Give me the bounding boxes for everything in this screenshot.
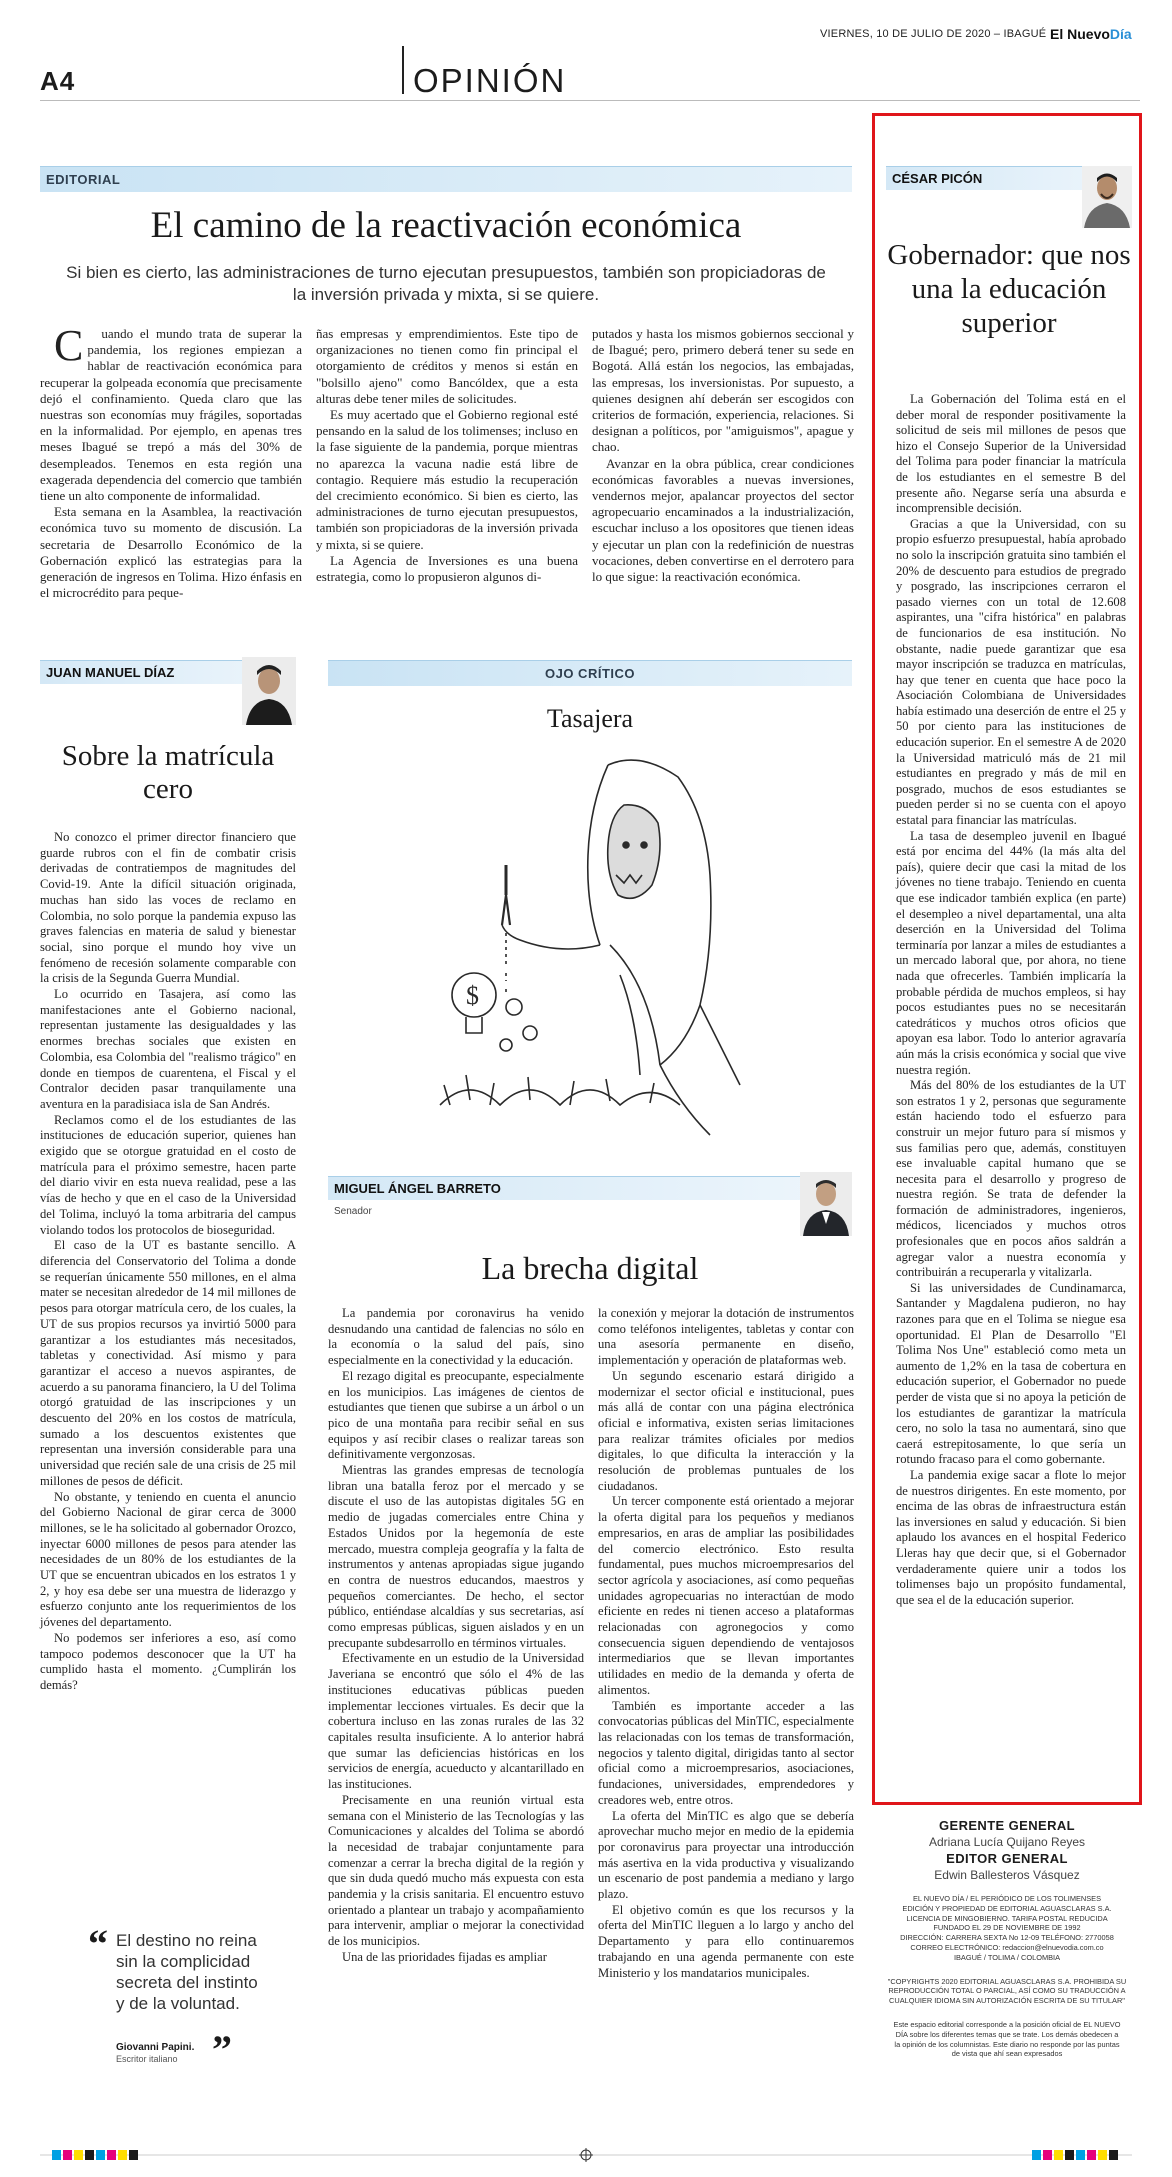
barreto-role: Senador — [334, 1206, 372, 1217]
staff-box — [872, 1818, 1142, 2059]
masthead-logo[interactable] — [1050, 26, 1132, 42]
picon-paragraph: La tasa de desempleo juvenil en Ibagué está por encima del 44% (la más alta del país), quiere decir que casi la mitad de los jóvenes no tiene trabajo. Teniendo en cuenta que ese indicador también explica (en parte) el desempleo a nivel departamental, una alta deserción en la Universidad del Tolima terminaría por lanzar a miles de estudiantes a un mercado laboral que, por ahora, no tiene nada que ofrecerles. También implicaría la probable pérdida de muchos empleos, si hay pocos estudiantes pues no se necesitarán catedráticos y muchos otros oficios que apoyan esa labor. Todo lo anterior agravaría aún más la crisis económica y social que vive nuestra región. — [896, 828, 1126, 1077]
barreto-avatar — [800, 1172, 852, 1236]
svg-text:$: $ — [466, 981, 479, 1010]
barreto-paragraph: Un tercer componente está orientado a mejorar la oferta digital para los pequeños y medianos empresarios, en aras de ampliar las posibilidades del comercio electrónico. Esto resulta fundamental, pues muchos microempresarios del sector agrícola y asociaciones, así como pequeñas unidades agropecuarias no interactúan de modo eficiente en redes ni tienen acceso a plataformas relacionadas con agronegocios y como consecuencia siguen dependiendo de ventajosos intermediarios que se llevan importantes utilidades en medio de la demanda y oferta de alimentos. — [598, 1494, 854, 1697]
diaz-paragraph: No conozco el primer director financiero que guarde rubros con el fin de combatir crisis derivadas de contratiempos de magnitudes del Covid-19. Ante la difícil situación originada, muchas han sido las voces de reclamo en Colombia, no solo porque la pandemia expuso las graves falencias en materia de salud y bienestar social, sino porque el mundo hoy vive un fenómeno de recesión solamente comparable con la crisis de la Segunda Guerra Mundial. — [40, 830, 296, 986]
editorial-paragraph: putados y hasta los mismos gobiernos seccional y de Ibagué; pero, primero deberá tener su sede en Bogotá. Allá están los negocios, las embajadas, las empresas, los inversionistas. Por supuesto, a quienes designen ahí deberán ser escogidos con criterios de formación, experiencia, relaciones. Si designan a políticos, por "amiguismos", apague y chao. — [592, 326, 854, 455]
disclaimer — [872, 2020, 1142, 2059]
editorial-column-3 — [592, 326, 854, 585]
editorial-label-bar — [40, 166, 852, 192]
editorial-paragraph: Es muy acertado que el Gobierno regional esté pensando en la salud de los tolimenses; incluso en la fase siguiente de la pandemia, porque mientras no aparezca la vacuna nadie está libre de contagio. Requiere más estudio la recuperación del crecimiento económico. Si bien es cierto, las administraciones de turno ejecutan presupuestos, también son propiciadoras de la inversión privada y mixta, si se quiere. — [316, 407, 578, 552]
legal-line: DIRECCIÓN: CARRERA SEXTA No 12-09 TELÉFONO: 2770058 — [900, 1933, 1114, 1943]
editor-label: EDITOR GENERAL — [946, 1851, 1068, 1866]
editorial-column-2 — [316, 326, 578, 585]
legal-line: EL NUEVO DÍA / EL PERIÓDICO DE LOS TOLIMENSES — [912, 1894, 1102, 1903]
picon-author: CÉSAR PICÓN — [892, 171, 983, 186]
cartoon-title: Tasajera — [546, 704, 634, 733]
disclaimer-line: DÍA sobre los diferentes temas que se trate. Los demás obedecen a — [895, 2029, 1119, 2039]
editorial-headline: El camino de la reactivación económica — [150, 205, 742, 246]
cartoon-label-bar — [328, 660, 852, 686]
diaz-paragraph: El caso de la UT es bastante sencillo. A diferencia del Conservatorio del Tolima a donde se requerían únicamente 550 millones, en el alma mater se necesitan alrededor de 14 mil millones de pesos para otorgar matrícula cero, de los cuales, la UT de sus propios recursos ya invirtió 5000 para garantizar a los estudiantes más necesitados, tabletas y conectividad. Así mismo y para garantizar el acceso a nuevos aspirantes, de acuerdo a su panorama financiero, la U del Tolima otorgó gratuidad de las inscripciones y un descuento del 20% en los costos de matrícula, sumado a los descuentos existentes que representan una inversión considerable para una universidad que recién sale de una crisis de 25 mil millones de pesos de déficit. — [40, 1238, 296, 1488]
quote-open-mark: “ — [88, 1921, 108, 1966]
disclaimer-line: Este espacio editorial corresponde a la posición oficial de EL NUEVO — [893, 2019, 1121, 2029]
color-swatch — [1087, 2150, 1096, 2160]
cartoon-label: OJO CRÍTICO — [544, 666, 635, 681]
color-swatch — [1098, 2150, 1107, 2160]
barreto-paragraph: El objetivo común es que los recursos y la oferta del MinTIC lleguen a lo largo y ancho del Departamento y para ello continuaremos trabajando en una agenda permanente con este Ministerio y los mandatarios municipales. — [598, 1902, 854, 1980]
copyright-line: "COPYRIGHTS 2020 EDITORIAL AGUASCLARAS S.A. PROHIBIDA SU — [887, 1976, 1127, 1986]
legal-line: IBAGUÉ / TOLIMA / COLOMBIA — [953, 1952, 1061, 1962]
legal-line: LICENCIA DE MINGOBIERNO. TARIFA POSTAL REDUCIDA — [906, 1913, 1108, 1923]
diaz-paragraph: No obstante, y teniendo en cuenta el anuncio del Gobierno Nacional de girar cerca de 3000 millones, se le ha solicitado al gobernador Orozco, inyectar 6000 millones de pesos para atender las necesidades de un 80% de los estudiantes de la UT que se encuentran ubicados en los estratos 1 y 2, y hoy esa debe ser una muestra de liderazgo y esfuerzo conjunto ante los requerimientos de los jóvenes del departamento. — [40, 1489, 296, 1630]
picon-paragraph: La pandemia exige sacar a flote lo mejor de nuestros dirigentes. En este momento, por encima de las obras de infraestructura están las inversiones en salud y educación. Si bien aplaudo los avances en el hospital Federico Lleras hay que decir que, si el Gobernador verdaderamente quiere unir a todos los tolimenses bajo un propósito fundamental, que sea el de la educación superior. — [896, 1467, 1126, 1607]
barreto-paragraph: También es importante acceder a las convocatorias públicas del MinTIC, especialmente las relacionadas con los temas de transformación, negocios y talento digital, dirigidas tanto al sector oficial como a microempresarios, asociaciones, fundaciones, universidades, emprendedores y creadores web, entre otros. — [598, 1698, 854, 1807]
barreto-paragraph: La pandemia por coronavirus ha venido desnudando una cantidad de falencias no sólo en la economía o la salud del país, sino especialmente en la conectividad y la educación. — [328, 1306, 584, 1368]
quote-text: El destino no reina sin la complicidad secreta del instinto y de la voluntad. — [116, 1931, 258, 2013]
person-photo-icon — [800, 1172, 852, 1236]
editorial-label: EDITORIAL — [46, 172, 121, 187]
barreto-paragraph: Una de las prioridades fijadas es ampliar — [342, 1949, 547, 1964]
copyright-line: REPRODUCCIÓN TOTAL O PARCIAL, ASÍ COMO SU TRADUCCIÓN A — [888, 1986, 1126, 1996]
barreto-headline: La brecha digital — [481, 1250, 699, 1286]
dateline: VIERNES, 10 DE JULIO DE 2020 – IBAGUÉ — [820, 28, 1047, 40]
barreto-column-1 — [328, 1306, 584, 1966]
person-photo-icon — [242, 657, 296, 725]
disclaimer-line: de vista que ahí sean expresados — [951, 2049, 1063, 2059]
page-number: A4 — [40, 66, 76, 96]
legal-info — [872, 1894, 1142, 1963]
color-swatch — [1065, 2150, 1074, 2160]
gm-label: GERENTE GENERAL — [938, 1818, 1075, 1833]
header-rule — [40, 100, 1140, 101]
picon-paragraph: Gracias a que la Universidad, con su propio esfuerzo presupuestal, había aprobado no solo la inscripción gratuita sino también el 20% de descuento para estudios de pregrado y posgrado, las inscripciones cerraron el pasado viernes con un total de 12.608 aspirantes, una "cifra histórica" en palabras de funcionarios de esa institución. No obstante, nadie puede garantizar que esa mayor inscripción se traduzca en matrículas, hay que tener en cuenta que hace poco la Asociación Colombiana de Universidades había estimado una deserción de entre el 25 y 50 por ciento para las instituciones de educación superior. En el semestre A de 2020 la Universidad matriculó más de 21 mil estudiantes en pregrado y más de mil en posgrado, muchos de esos estudiantes se pueden perder si no se cuenta con el apoyo estatal para financiar las matrículas. — [896, 516, 1126, 828]
barreto-paragraph: la conexión y mejorar la dotación de instrumentos como teléfonos inteligentes, tabletas y contar con una asesoría permanente en diseño, implementación y operación de plataformas web. — [598, 1306, 854, 1368]
barreto-author: MIGUEL ÁNGEL BARRETO — [334, 1181, 501, 1196]
legal-line[interactable]: CORREO ELECTRÓNICO: redaccion@elnuevodia.com.co — [910, 1942, 1104, 1952]
color-swatch — [96, 2150, 105, 2160]
section-title: OPINIÓN — [413, 62, 567, 99]
editorial-deck: Si bien es cierto, las administraciones de turno ejecutan presupuestos, también son propiciadoras de la inversión privada y mixta, si se quiere. — [66, 263, 826, 304]
color-swatch — [52, 2150, 61, 2160]
color-swatch — [1076, 2150, 1085, 2160]
color-swatch — [74, 2150, 83, 2160]
diaz-avatar — [242, 657, 296, 725]
logo-prefix: El Nuevo — [1050, 26, 1110, 42]
editor-name: Edwin Ballesteros Vásquez — [934, 1868, 1080, 1882]
color-swatch — [1109, 2150, 1118, 2160]
pull-quote — [80, 1921, 280, 2080]
logo-accent: Día — [1109, 26, 1132, 42]
highlight-frame — [872, 113, 1142, 1805]
barreto-paragraph: Un segundo escenario estará dirigido a modernizar el sector oficial e institucional, pues más allá de contar con una página electrónica oficial e informativa, existen serias limitaciones para realizar trámites oficiales por medios digitales, lo que dificulta la interacción y la resolución de problemas puntuales de los ciudadanos. — [598, 1368, 854, 1493]
diaz-headline: Sobre la matrícula cero — [61, 740, 275, 805]
cartoon-drawing-icon — [410, 745, 760, 1145]
editorial-column-1 — [40, 321, 302, 601]
color-swatch — [63, 2150, 72, 2160]
picon-paragraph: Más del 80% de los estudiantes de la UT son estratos 1 y 2, personas que seguramente están haciendo todo el esfuerzo para construir un mejor futuro para sí mismos y sus familias pero que, además, constituyen ese invaluable capital humano que se necesita para el desarrollo y progreso de nuestra región. Se trata de defender la formación de administradores, ingenieros, médicos, licenciados y muchos otros profesionales que en pocos años saldrán a agregar valor a nuestra economía y contribuirán a recuperarla y vitalizarla. — [896, 1078, 1126, 1280]
editorial-paragraph: ñas empresas y emprendimientos. Este tipo de organizaciones no tienen como fin principal el otorgamiento de créditos y menos si están en "bolsillo ajeno" como Bancóldex, que a esta alturas debe tener miles de solicitudes. — [316, 326, 578, 406]
color-swatch — [107, 2150, 116, 2160]
barreto-paragraph: Precisamente en una reunión virtual esta semana con el Ministerio de las Tecnologías y las Comunicaciones y alcaldes del Tolima se abordó la necesidad de trabajar conjuntamente para comenzar a cerrar la brecha digital de la región y que sin duda quedó mucho más expuesta con esta pandemia y la crisis sanitaria. El encuentro estuvo orientado a plantear un trabajo y acompañamiento para intervenir, ampliar o mejorar la conectividad de los municipios. — [328, 1792, 584, 1949]
color-swatch — [1054, 2150, 1063, 2160]
editorial-paragraph: Avanzar en la obra pública, crear condiciones económicas favorables a nuevas inversiones, vendernos mejor, apalancar proyectos del sector agropecuario encaminados a la industrialización, escuchar incluso a los opositores que tienen ideas y ejecutar un plan con la redefinición de nuestras vocaciones, deben convertirse en el derrotero para lo que sigue: la reactivación económica. — [592, 455, 854, 585]
barreto-paragraph: El rezago digital es preocupante, especialmente en los municipios. Las imágenes de cientos de estudiantes que tienen que subirse a un árbol o un pico de una montaña para recibir señal en sus equipos y así recibir clases o realizar tareas son definitivamente vergonzosas. — [328, 1368, 584, 1462]
gm-name: Adriana Lucía Quijano Reyes — [928, 1835, 1086, 1849]
copyright-line: CUALQUIER IDIOMA SIN AUTORIZACIÓN ESCRITA DE SU TITULAR" — [889, 1996, 1125, 2006]
quote-role: Escritor italiano — [116, 2054, 178, 2064]
cartoon-illustration — [410, 745, 760, 1145]
copyright-notice — [872, 1977, 1142, 2006]
diaz-author: JUAN MANUEL DÍAZ — [46, 665, 175, 680]
legal-line: FUNDADO EL 29 DE NOVIEMBRE DE 1992 — [933, 1923, 1081, 1933]
quote-close-mark: ” — [212, 2027, 232, 2072]
diaz-paragraph: Reclamos como el de los estudiantes de las instituciones de educación superior, quienes han exigido que se otorgue gratuidad en el costo de matrícula para el próximo semestre, hacen parte del diario vivir en esta nueva realidad, pese a las vías de hecho y que en el caso de la Universidad del Tolima, incluyó la toma arbitraria del campus violando todos los protocolos de bioseguridad. — [40, 1112, 296, 1237]
quote-author: Giovanni Papini. — [116, 2042, 195, 2053]
barreto-paragraph: Mientras las grandes empresas de tecnología libran una batalla feroz por el mercado y se discute el uso de las autopistas digitales 5G en medio de jugadas comerciales entre China y Estados Unidos por la hegemonía de este mercado, muestra compleja geografía y la falta de instrumentos y antenas apropiadas sigue jugando en contra de nuestros educandos, maestros y pequeños comerciantes. De hecho, el sector público, entiéndase alcaldías y sus secretarias, así como empresas públicas, siguen aislados y en un precupante subdesarrollo en términos virtuales. — [328, 1463, 584, 1650]
editorial-paragraph: Esta semana en la Asamblea, la reactivación económica tuvo su momento de discusión. La secretaria de Desarrollo Económico de la Gobernación explicó las estrategias para la generación de ingresos en Tolima. Hizo énfasis en el microcrédito para peque- — [40, 504, 302, 601]
editorial-paragraph: La Agencia de Inversiones es una buena estrategia, como lo propusieron algunos di- — [316, 552, 578, 585]
picon-paragraph: Si las universidades de Cundinamarca, Santander y Magdalena pudieron, no hay razones para que en el Tolima se niegue esa oportunidad. El Plan de Desarrollo "El Tolima Nos Une" estableció como meta un aumento de 1,2% en la tasa de cobertura en educación superior, el Gobernador no puede perder de vista que si no apoya la petición de los estudiantes de garantizar la matrícula cero, no solo la tasa no aumentará, sino que caerá estrepitosamente, lo que sería un rotundo fracaso para el como gobernante. — [896, 1280, 1126, 1467]
picon-headline: Gobernador: que nos una la educación superior — [887, 239, 1131, 339]
barreto-column-2 — [598, 1306, 854, 1981]
diaz-body — [40, 830, 296, 1694]
diaz-paragraph: No podemos ser inferiores a eso, así como tampoco podemos desconocer que la UT ha cumplido hasta el momento. ¿Cumplirán los demás? — [40, 1630, 296, 1692]
color-swatch — [1032, 2150, 1041, 2160]
barreto-paragraph: Efectivamente en un estudio de la Universidad Javeriana se encontró que sólo el 4% de las instituciones educativas públicas pueden implementar lecciones virtuales. Es decir que la cobertura incluso en las zonas rurales de las 32 capitales resulta insuficiente. A lo anterior habrá que sumar las deficiencias históricas en los servicios de energía, acueducto y alcantarillado en las instituciones. — [328, 1651, 584, 1792]
diaz-paragraph: Lo ocurrido en Tasajera, así como las manifestaciones ante el Gobierno nacional, representan justamente las desigualdades y las enormes brechas sociales que existen en Colombia, esa Colombia del "realismo trágico" en donde en tiempos de cuarentena, el Fiscal y el Contralor deciden pasar tranquilamente una aventura en la paradisiaca isla de San Andrés. — [40, 987, 296, 1111]
barreto-author-bar — [328, 1176, 852, 1200]
print-registration-strip — [0, 2148, 1172, 2162]
color-swatch — [118, 2150, 127, 2160]
section-divider — [402, 46, 404, 94]
color-swatch — [85, 2150, 94, 2160]
barreto-paragraph: La oferta del MinTIC es algo que se debería aprovechar mucho mejor en medio de la epidemia por coronavirus para proyectar una introducción más asertiva en la vida productiva y visualizando un escenario de post pandemia a mediano y largo plazo. — [598, 1808, 854, 1902]
editorial-paragraph: Cuando el mundo trata de superar la pandemia, los regiones empiezan a hablar de reactivación económica para recuperar la golpeada economía que precisamente dejó el confinamiento. Queda claro que las nuestras son economías muy frágiles, soportadas en la informalidad. Por ejemplo, en apenas tres meses Ibagué se trepó a más del 30% de desempleados. Tenemos en esta región una exagerada dependencia del comercio que también tiene un alto componente de informalidad. — [40, 321, 302, 504]
disclaimer-line: la opinión de los columnistas. Este diario no responde por las puntas — [894, 2039, 1120, 2049]
picon-paragraph: La Gobernación del Tolima está en el deber moral de responder positivamente la solicitud de seis mil millones de pesos que hizo el Consejo Superior de la Universidad del Tolima para poder financiar la matrícula de los estudiantes en el semestre B del presente año. Negarse sería una absurda e incomprensible decisión. — [896, 392, 1126, 516]
color-swatch — [129, 2150, 138, 2160]
color-swatch — [1043, 2150, 1052, 2160]
legal-line: EDICIÓN Y PROPIEDAD DE EDITORIAL AGUASCLARAS S.A. — [902, 1903, 1112, 1913]
